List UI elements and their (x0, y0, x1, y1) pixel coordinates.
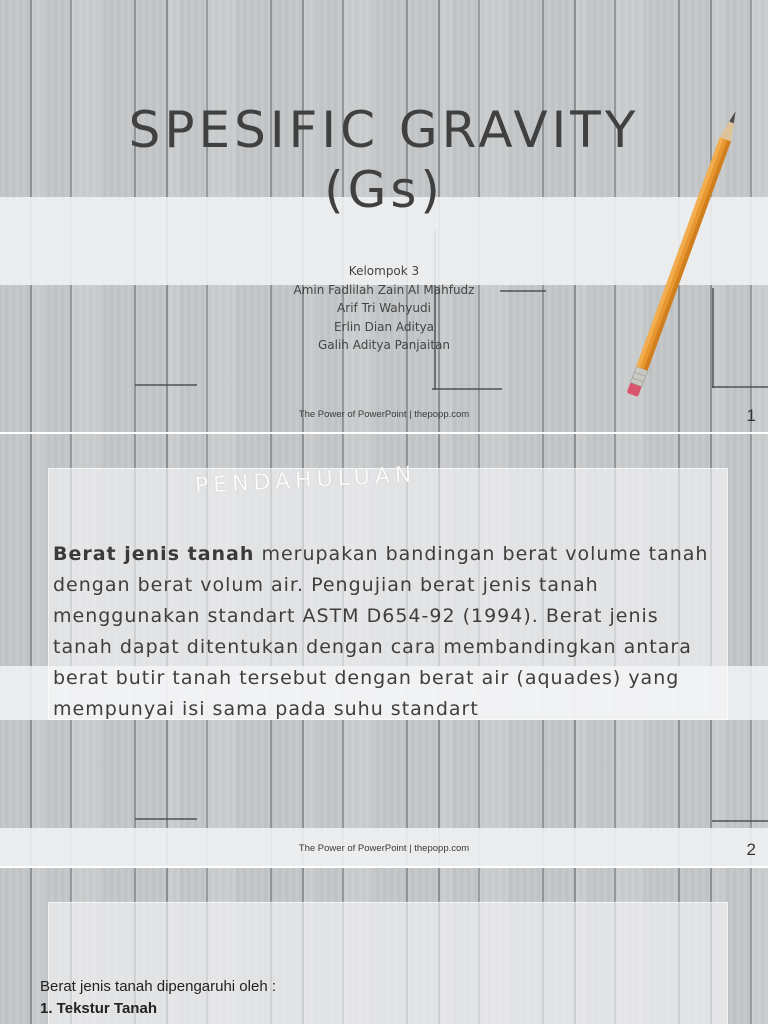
wood-seam (432, 388, 502, 390)
wood-seam (135, 384, 197, 386)
title-line-1: SPESIFIC GRAVITY (128, 101, 640, 159)
slide-3-text (40, 976, 276, 1020)
wood-seam (135, 818, 197, 820)
group-label: Kelompok 3 (348, 264, 420, 278)
slide-footer: The Power of PowerPoint | thepopp.com (298, 843, 470, 854)
body-text: merupakan bandingan berat volume tanah dengan berat volum air. Pengujian berat jenis tanah menggunakan standart ASTM D654-92 (1994). Berat jenis tanah dapat ditentukan dengan cara membandingkan antara berat butir tanah tersebut dengan berat air (aquades) yang mempunyai isi sama pada suhu standart (53, 543, 709, 720)
author-name: Arif Tri Wahyudi (337, 301, 431, 315)
body-bold-term: Berat jenis tanah (53, 543, 255, 565)
slide-2 (0, 434, 768, 866)
section-heading: PENDAHULUAN (194, 462, 418, 499)
slide-footer: The Power of PowerPoint | thepopp.com (298, 409, 470, 420)
intro-line: Berat jenis tanah dipengaruhi oleh : (40, 978, 277, 995)
slide-number: 2 (746, 840, 756, 859)
pencil-tip (720, 109, 742, 141)
pencil-image (600, 60, 768, 410)
author-name: Amin Fadlilah Zain Al Mahfudz (293, 282, 475, 297)
body-paragraph (53, 539, 723, 725)
author-name: Erlin Dian Aditya (333, 319, 435, 334)
author-name: Galih Aditya Panjaitan (317, 338, 450, 352)
slide-3 (0, 868, 768, 1024)
slide-number: 1 (746, 406, 756, 425)
slide-1 (0, 0, 768, 432)
list-item: 1. Tekstur Tanah (40, 1000, 157, 1017)
wood-seam (712, 820, 768, 822)
title-line-2: (Gs) (324, 161, 444, 219)
